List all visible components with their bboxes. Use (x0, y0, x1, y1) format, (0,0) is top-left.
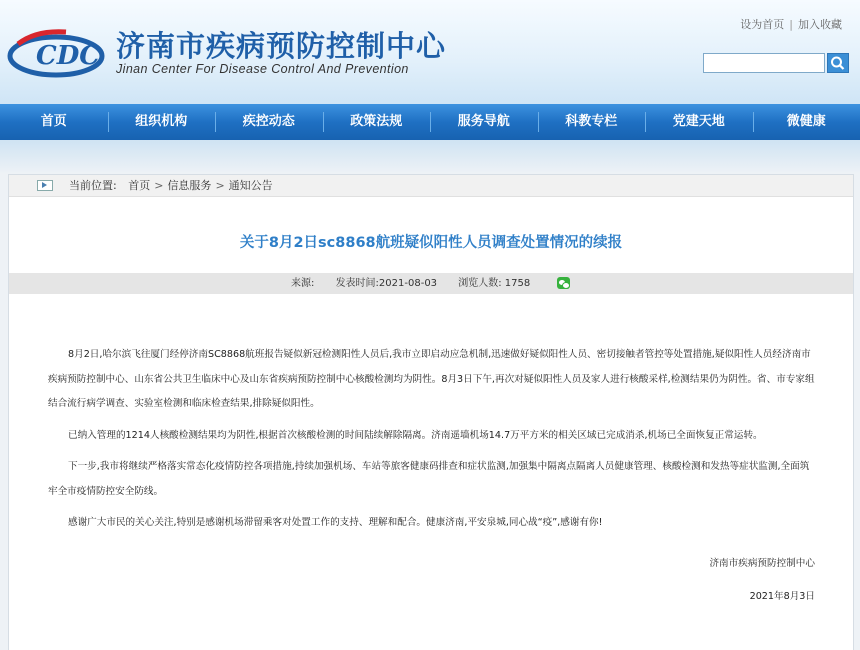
meta-views: 浏览人数: 1758 (458, 278, 530, 289)
article-paragraph: 8月2日,哈尔滨飞往厦门经停济南SC8868航班报告疑似新冠检测阳性人员后,我市立即启动应急机制,迅速做好疑似阳性人员、密切接触者管控等处置措施,疑似阳性人员经济南市疾病预防控制中心、山东省公共卫生临床中心及山东省疾病预防控制中心核酸检测均为阴性。8月3日下午,再次对疑似阳性人员及家人进行核酸采样,检测结果仍为阴性。省、市专家组结合流行病学调查、实验室检测和临床检查结果,排除疑似阳性。 (48, 343, 818, 417)
search-box (703, 53, 848, 73)
search-input[interactable] (703, 53, 825, 73)
nav-services[interactable]: 服务导航 (430, 104, 538, 140)
breadcrumb-info-service[interactable]: 信息服务 (167, 179, 211, 192)
article-paragraph: 感谢广大市民的关心关注,特别是感谢机场滞留乘客对处置工作的支持、理解和配合。健康济南,平安泉城,同心战“疫”,感谢有你! (48, 511, 818, 536)
nav-micro-health[interactable]: 微健康 (753, 104, 860, 140)
breadcrumb-arrow-icon (37, 180, 53, 191)
article-meta (9, 273, 853, 294)
content-panel (8, 174, 854, 650)
article-title: 关于8月2日sc8868航班疑似阳性人员调查处置情况的续报 (9, 231, 853, 252)
logo-text: CDC (36, 41, 100, 71)
search-button[interactable] (827, 53, 849, 73)
breadcrumb-notices[interactable]: 通知公告 (229, 179, 273, 192)
site-subtitle: Jinan Center For Disease Control And Prevention (116, 62, 409, 76)
article-paragraph: 下一步,我市将继续严格落实常态化疫情防控各项措施,持续加强机场、车站等旅客健康码排查和症状监测,加强集中隔离点隔离人员健康管理、核酸检测和发热等症状监测,全面筑牢全市疫情防控安全防线。 (48, 455, 818, 504)
wechat-icon[interactable] (557, 277, 570, 289)
nav-home[interactable]: 首页 (0, 104, 108, 140)
add-favorite-link[interactable]: 加入收藏 (798, 18, 842, 31)
article-body (48, 343, 818, 543)
breadcrumb: 当前位置: 首页 > 信息服务 > 通知公告 (9, 175, 853, 197)
meta-published: 发表时间:2021-08-03 (336, 278, 437, 289)
meta-source: 来源: (291, 278, 314, 289)
search-icon (828, 54, 848, 72)
site-title: 济南市疾病预防控制中心 (116, 24, 446, 65)
site-header (0, 0, 860, 104)
top-links: 设为首页 | 加入收藏 (740, 16, 842, 32)
signature-org: 济南市疾病预防控制中心 (709, 555, 815, 569)
cdc-logo-icon[interactable] (6, 24, 106, 80)
main-nav (0, 104, 860, 140)
signature-date: 2021年8月3日 (750, 588, 815, 602)
nav-shadow (0, 140, 860, 174)
nav-cdc-news[interactable]: 疾控动态 (215, 104, 323, 140)
breadcrumb-home[interactable]: 首页 (128, 179, 150, 192)
nav-organization[interactable]: 组织机构 (108, 104, 216, 140)
breadcrumb-label: 当前位置: (69, 179, 117, 192)
article-paragraph: 已纳入管理的1214人核酸检测结果均为阴性,根据首次核酸检测的时间陆续解除隔离。济南遥墙机场14.7万平方米的相关区域已完成消杀,机场已全面恢复正常运转。 (48, 424, 818, 449)
nav-science-education[interactable]: 科教专栏 (538, 104, 646, 140)
set-homepage-link[interactable]: 设为首页 (740, 18, 784, 31)
nav-party-building[interactable]: 党建天地 (645, 104, 753, 140)
nav-policies[interactable]: 政策法规 (323, 104, 431, 140)
